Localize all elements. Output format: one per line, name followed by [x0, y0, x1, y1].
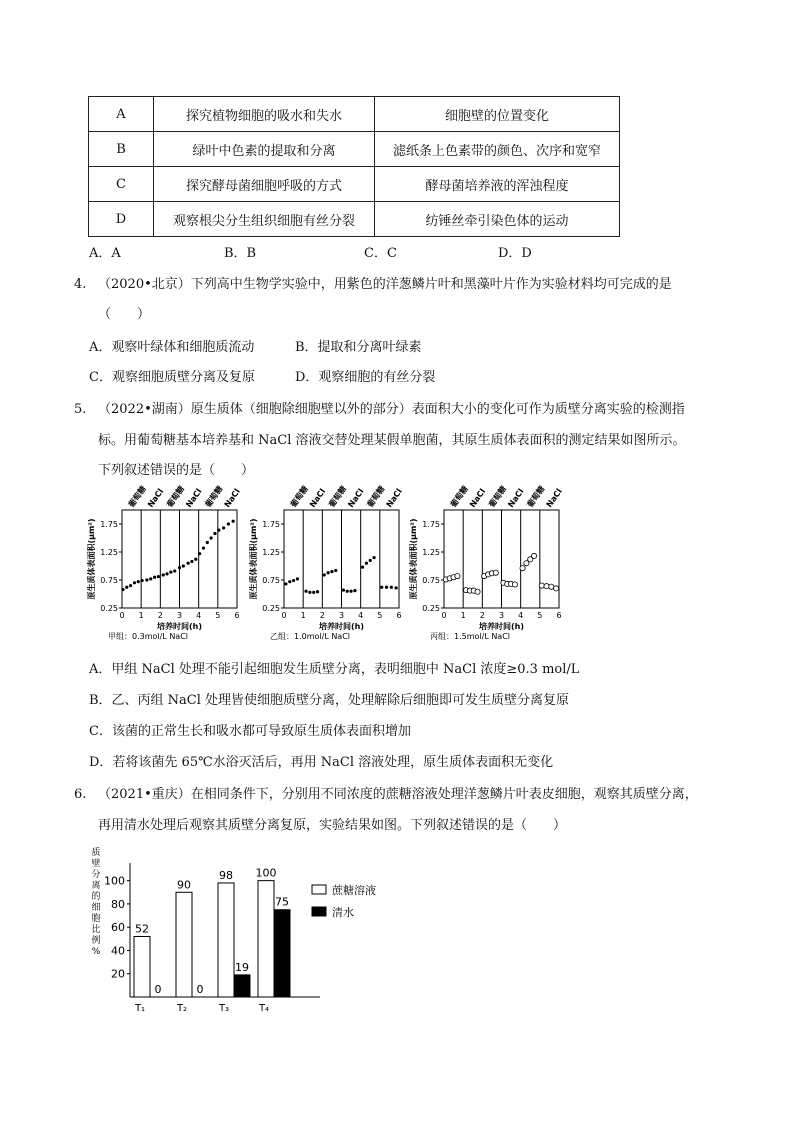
q3-choice-b[interactable]: B．B: [224, 246, 257, 261]
y-axis-label-char: 的: [91, 892, 101, 902]
treatment-label: 葡萄糖: [327, 484, 349, 510]
x-tick-label: 3: [338, 611, 345, 620]
data-point: [178, 566, 181, 569]
data-label: 100: [255, 866, 277, 880]
data-point: [162, 573, 165, 576]
q5-option-c[interactable]: C．该菌的正常生长和吸水都可导致原生质体表面积增加: [89, 724, 411, 739]
y-tick-label: 1.75: [422, 520, 440, 529]
y-axis-label-char: 质: [91, 848, 101, 858]
treatment-label: NaCl: [384, 487, 404, 510]
data-point: [292, 579, 295, 582]
data-point: [372, 556, 375, 559]
data-point: [512, 582, 517, 587]
data-point: [153, 576, 156, 579]
y-tick-label: 0.75: [422, 576, 440, 585]
x-tick-label: T₂: [176, 1003, 188, 1014]
data-point: [137, 580, 140, 583]
data-point: [190, 560, 193, 563]
treatment-label: NaCl: [184, 487, 204, 510]
y-axis-label-char: 分: [91, 870, 101, 880]
x-tick-label: 6: [556, 611, 562, 620]
q5-figure: [87, 484, 564, 642]
data-point: [346, 590, 349, 593]
data-point: [169, 571, 172, 574]
y-axis-label-char: 胞: [91, 914, 101, 924]
q3-choice-d[interactable]: D．D: [498, 246, 532, 261]
data-point: [210, 536, 213, 539]
q5-option-b[interactable]: B．乙、丙组 NaCl 处理皆使细胞质壁分离，处理解除后细胞即可发生质壁分离复原: [89, 693, 570, 708]
treatment-label: 葡萄糖: [126, 484, 148, 510]
bar-sucrose: [176, 892, 192, 997]
y-axis-label-char: 壁: [91, 859, 101, 869]
treatment-label: 葡萄糖: [448, 484, 470, 510]
x-tick-label: 0: [441, 611, 447, 620]
data-point: [206, 541, 209, 544]
x-tick-label: 4: [196, 611, 202, 620]
row-experiment: 探究酵母菌细胞呼吸的方式: [154, 167, 375, 202]
x-tick-label: 5: [377, 611, 383, 620]
q4-option-d[interactable]: D．观察细胞的有丝分裂: [295, 370, 436, 385]
data-point: [520, 566, 525, 571]
y-axis-label: 原生质体表面积(μm²): [249, 518, 258, 600]
legend-label: 清水: [332, 906, 354, 919]
data-point: [349, 590, 352, 593]
q3-choice-c[interactable]: C．C: [364, 246, 397, 261]
x-tick-label: 4: [358, 611, 364, 620]
y-tick-label: 0.75: [262, 576, 280, 585]
panel-title: 甲组：0.3mol/L NaCl: [108, 632, 189, 641]
data-point: [316, 590, 319, 593]
row-observation: 滤纸条上色素带的颜色、次序和宽窄: [375, 132, 620, 167]
treatment-label: NaCl: [346, 487, 366, 510]
y-tick-label: 40: [111, 944, 125, 958]
data-point: [187, 562, 190, 565]
data-point: [304, 590, 307, 593]
data-point: [288, 580, 291, 583]
x-tick-label: 2: [479, 611, 485, 620]
q3-choice-a[interactable]: A．A: [89, 246, 121, 261]
treatment-label: NaCl: [145, 487, 166, 510]
data-point: [380, 586, 383, 589]
bar-sucrose: [218, 883, 234, 997]
data-point: [455, 573, 460, 578]
x-tick-label: 2: [319, 611, 325, 620]
y-tick-label: 1.25: [100, 548, 118, 557]
data-point: [232, 520, 235, 523]
data-point: [227, 522, 230, 525]
treatment-label: 葡萄糖: [203, 484, 225, 510]
data-point: [121, 588, 124, 591]
row-letter: C: [89, 167, 154, 202]
row-letter: D: [89, 202, 154, 237]
data-point: [369, 559, 372, 562]
row-experiment: 绿叶中色素的提取和分离: [154, 132, 375, 167]
data-point: [308, 591, 311, 594]
q6-stem-line2: 再用清水处理后观察其质壁分离复原，实验结果如图。下列叙述错误的是（ ）: [98, 818, 567, 833]
x-axis-label: 培养时间(h): [318, 622, 365, 631]
data-point: [395, 586, 398, 589]
data-label: 0: [154, 983, 162, 996]
table-row: [89, 202, 620, 237]
data-label: 75: [275, 895, 289, 909]
treatment-label: NaCl: [544, 487, 564, 510]
treatment-label: NaCl: [222, 487, 242, 510]
data-point: [149, 577, 152, 580]
data-point: [539, 583, 544, 588]
y-axis-label-char: %: [91, 947, 101, 957]
data-point: [284, 582, 287, 585]
x-tick-label: T₁: [134, 1003, 146, 1014]
legend-swatch: [312, 907, 326, 916]
x-axis-label: 培养时间(h): [156, 622, 203, 631]
y-axis-label: 原生质体表面积(μm²): [87, 518, 96, 600]
data-point: [165, 572, 168, 575]
q5-option-d[interactable]: D．若将该菌先 65℃水浴灭活后，再用 NaCl 溶液处理，原生质体表面积无变化: [89, 755, 554, 770]
row-experiment: 观察根尖分生组织细胞有丝分裂: [154, 202, 375, 237]
x-tick-label: 5: [537, 611, 543, 620]
data-point: [157, 575, 160, 578]
data-point: [326, 571, 329, 574]
treatment-label: 葡萄糖: [487, 484, 509, 510]
data-point: [141, 579, 144, 582]
x-tick-label: T₄: [258, 1003, 270, 1014]
data-label: 52: [135, 922, 149, 936]
bar-sucrose: [134, 936, 150, 997]
x-tick-label: 2: [157, 611, 163, 620]
x-tick-label: 1: [138, 611, 144, 620]
x-tick-label: 3: [498, 611, 505, 620]
data-point: [198, 552, 201, 555]
x-tick-label: 6: [234, 611, 240, 620]
q5-option-a[interactable]: A．甲组 NaCl 处理不能引起细胞发生质壁分离，表明细胞中 NaCl 浓度≥0.3 mol/L: [89, 662, 580, 677]
row-letter: B: [89, 132, 154, 167]
row-observation: 细胞壁的位置变化: [375, 97, 620, 132]
q5-stem-line1: （2022•湖南）原生质体（细胞除细胞壁以外的部分）表面积大小的变化可作为质壁分离实验的检测指: [98, 402, 685, 417]
y-tick-label: 0.25: [100, 604, 118, 613]
data-point: [475, 589, 480, 594]
q6-bar-chart: [86, 845, 406, 1020]
y-tick-label: 80: [111, 897, 125, 911]
panel-title: 丙组：1.5mol/L NaCl: [430, 632, 511, 641]
y-tick-label: 1.25: [422, 548, 440, 557]
row-experiment: 探究植物细胞的吸水和失水: [154, 97, 375, 132]
y-tick-label: 60: [111, 921, 125, 935]
legend-label: 蔗糖溶液: [332, 884, 376, 897]
x-tick-label: 0: [119, 611, 125, 620]
q4-blank: （ ）: [98, 307, 151, 322]
data-point: [353, 589, 356, 592]
x-tick-label: 4: [518, 611, 524, 620]
data-point: [222, 526, 225, 529]
q4-number: 4.: [74, 277, 87, 292]
panel-1: [86, 484, 242, 641]
data-point: [125, 586, 128, 589]
data-point: [323, 573, 326, 576]
treatment-label: 葡萄糖: [365, 484, 387, 510]
data-point: [554, 586, 559, 591]
y-axis-label-char: 细: [91, 903, 101, 913]
data-point: [133, 581, 136, 584]
q6-number: 6.: [74, 787, 87, 802]
data-point: [202, 546, 205, 549]
data-label: 0: [196, 983, 204, 996]
data-point: [334, 569, 337, 572]
x-tick-label: T₃: [218, 1003, 230, 1014]
table-row: [89, 167, 620, 202]
q5-stem-line3: 下列叙述错误的是（ ）: [98, 463, 255, 478]
x-axis-label: 培养时间(h): [478, 622, 525, 631]
data-point: [493, 570, 498, 575]
bar-water: [274, 910, 290, 997]
data-point: [129, 584, 132, 587]
q5-stem-line2: 标。用葡萄糖基本培养基和 NaCl 溶液交替处理某假单胞菌，其原生质体表面积的测定结果如图所示。: [98, 433, 686, 448]
x-tick-label: 3: [176, 611, 183, 620]
legend-swatch: [312, 885, 326, 894]
q4-stem: （2020•北京）下列高中生物学实验中，用紫色的洋葱鳞片叶和黑藻叶片作为实验材料均可完成的是: [98, 277, 672, 292]
y-tick-label: 1.75: [262, 520, 280, 529]
data-point: [312, 591, 315, 594]
row-observation: 纺锤丝牵引染色体的运动: [375, 202, 620, 237]
q6-stem-line1: （2021•重庆）在相同条件下，分别用不同浓度的蔗糖溶液处理洋葱鳞片叶表皮细胞，观察其质壁分离，: [98, 787, 698, 802]
x-tick-label: 6: [396, 611, 402, 620]
data-point: [182, 564, 185, 567]
data-point: [173, 569, 176, 572]
data-point: [361, 566, 364, 569]
panel-title: 乙组：1.0mol/L NaCl: [270, 632, 351, 641]
data-point: [365, 562, 368, 565]
panel-2: [248, 484, 404, 641]
data-point: [213, 532, 216, 535]
y-tick-label: 0.25: [422, 604, 440, 613]
y-tick-label: 20: [111, 967, 125, 981]
q4-option-c[interactable]: C．观察细胞质壁分离及复原: [89, 370, 255, 385]
table-row: [89, 97, 620, 132]
q4-option-b[interactable]: B．提取和分离叶绿素: [295, 340, 422, 355]
row-letter: A: [89, 97, 154, 132]
experiment-table: [88, 96, 620, 237]
y-tick-label: 0.25: [262, 604, 280, 613]
data-point: [217, 529, 220, 532]
x-tick-label: 1: [300, 611, 306, 620]
bar-water: [234, 975, 250, 997]
data-point: [194, 558, 197, 561]
table-row: [89, 132, 620, 167]
treatment-label: 葡萄糖: [288, 484, 310, 510]
data-point: [390, 586, 393, 589]
data-label: 90: [177, 878, 191, 892]
data-point: [385, 586, 388, 589]
panel-3: [408, 484, 564, 641]
treatment-label: NaCl: [307, 487, 328, 510]
treatment-label: 葡萄糖: [165, 484, 187, 510]
data-point: [330, 570, 333, 573]
x-tick-label: 0: [281, 611, 287, 620]
data-label: 98: [219, 868, 233, 882]
data-point: [531, 553, 536, 558]
treatment-label: NaCl: [506, 487, 526, 510]
x-tick-label: 5: [215, 611, 221, 620]
data-point: [544, 584, 549, 589]
data-label: 19: [235, 960, 249, 974]
y-axis-label-char: 例: [91, 936, 101, 946]
bar-sucrose: [258, 881, 274, 997]
y-axis-label-char: 离: [91, 881, 101, 891]
y-tick-label: 0.75: [100, 576, 118, 585]
y-axis-label: 原生质体表面积(μm²): [409, 518, 418, 600]
row-observation: 酵母菌培养液的浑浊程度: [375, 167, 620, 202]
y-tick-label: 1.75: [100, 520, 118, 529]
treatment-label: 葡萄糖: [525, 484, 547, 510]
treatment-label: NaCl: [467, 487, 488, 510]
y-tick-label: 100: [104, 874, 125, 888]
data-point: [145, 578, 148, 581]
data-point: [342, 588, 345, 591]
y-axis-label-char: 比: [91, 925, 101, 935]
q5-number: 5.: [74, 402, 87, 417]
x-tick-label: 1: [460, 611, 466, 620]
y-tick-label: 1.25: [262, 548, 280, 557]
data-point: [296, 577, 299, 580]
q4-option-a[interactable]: A．观察叶绿体和细胞质流动: [89, 340, 255, 355]
